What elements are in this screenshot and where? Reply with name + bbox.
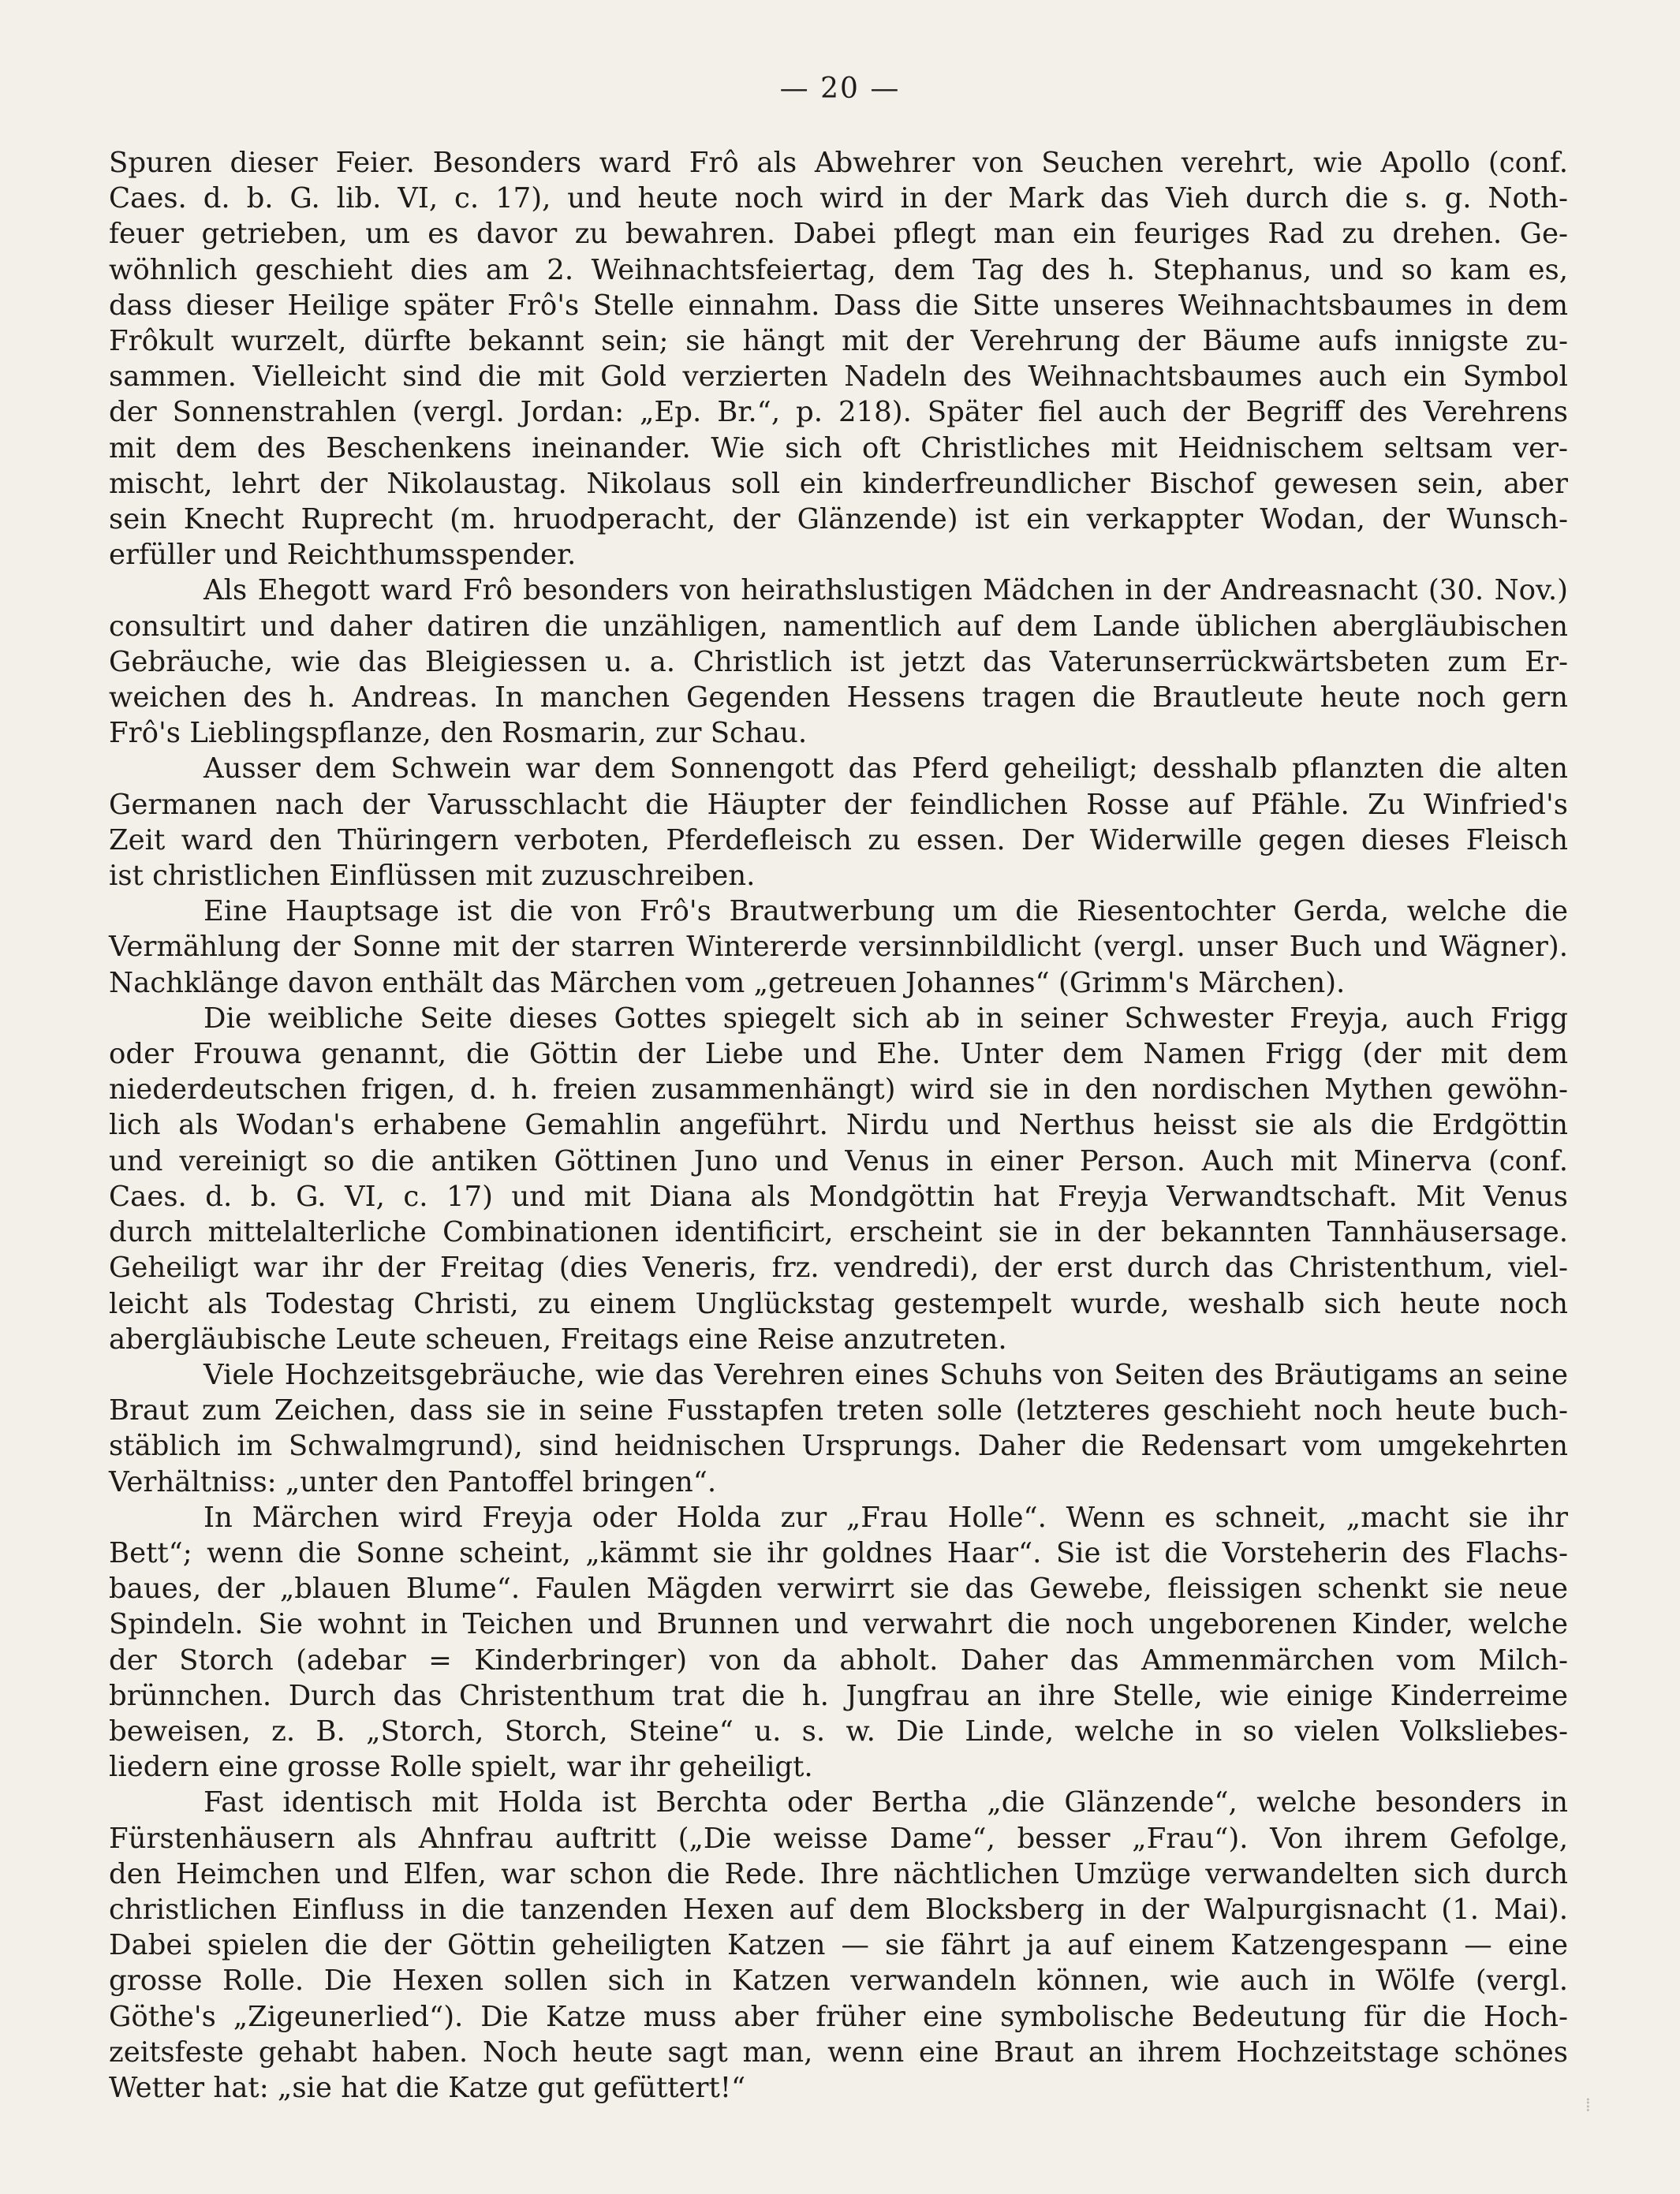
text-line <box>109 751 1568 786</box>
line-text: Zeit ward den Thüringern verboten, Pferdefleisch zu essen. Der Widerwille gegen dieses Fleisch <box>109 823 1568 856</box>
text-line <box>109 1963 1568 1998</box>
text-line <box>109 1107 1568 1143</box>
line-text: Frôkult wurzelt, dürfte bekannt sein; sie hängt mit der Verehrung der Bäume aufs innigste zu- <box>109 325 1568 358</box>
text-line <box>109 1036 1568 1072</box>
line-text: feuer getrieben, um es davor zu bewahren. Dabei pflegt man ein feuriges Rad zu drehen. Ge- <box>109 218 1568 251</box>
line-text: grosse Rolle. Die Hexen sollen sich in Katzen verwandeln können, wie auch in Wölfe (vergl. <box>109 1965 1568 1998</box>
line-text: Germanen nach der Varusschlacht die Häupter der feindlichen Rosse auf Pfähle. Zu Winfried's <box>109 788 1568 821</box>
text-line <box>109 1678 1568 1714</box>
text-line <box>109 502 1568 537</box>
text-line <box>109 1785 1568 1820</box>
line-text: christlichen Einfluss in die tanzenden Hexen auf dem Blocksberg in der Walpurgisnacht (1. Mai). <box>109 1893 1568 1926</box>
line-text: Caes. d. b. G. VI, c. 17) und mit Diana als Mondgöttin hat Freyja Verwandtschaft. Mit Venus <box>109 1180 1568 1213</box>
line-text: Ausser dem Schwein war dem Sonnengott das Pferd geheiligt; desshalb pflanzten die alten <box>203 752 1568 785</box>
line-text: abergläubische Leute scheuen, Freitags eine Reise anzutreten. <box>109 1323 1007 1356</box>
line-text: der Sonnenstrahlen (vergl. Jordan: „Ep. Br.“, p. 218). Später fiel auch der Begriff des Verehrens <box>109 396 1568 429</box>
line-text: Frô's Lieblingspflanze, den Rosmarin, zur Schau. <box>109 717 808 750</box>
line-text: oder Frouwa genannt, die Göttin der Liebe und Ehe. Unter dem Namen Frigg (der mit dem <box>109 1038 1568 1071</box>
text-line <box>109 1714 1568 1749</box>
text-line <box>109 1357 1568 1393</box>
text-line <box>109 288 1568 323</box>
line-text: Fürstenhäusern als Ahnfrau auftritt („Die weisse Dame“, besser „Frau“). Von ihrem Gefolge, <box>109 1822 1568 1855</box>
line-text: Viele Hochzeitsgebräuche, wie das Verehren eines Schuhs von Seiten des Bräutigams an seine <box>203 1358 1568 1391</box>
line-text: zeitsfeste gehabt haben. Noch heute sagt man, wenn eine Braut an ihrem Hochzeitstage schönes <box>109 2035 1568 2069</box>
text-line <box>109 823 1568 858</box>
line-text: ist christlichen Einflüssen mit zuzuschreiben. <box>109 860 756 893</box>
line-text: Göthe's „Zigeunerlied“). Die Katze muss aber früher eine symbolische Bedeutung für die Hoch- <box>109 2000 1568 2033</box>
text-line <box>109 1179 1568 1215</box>
text-line <box>109 252 1568 288</box>
line-text: mit dem des Beschenkens ineinander. Wie sich oft Christliches mit Heidnischem seltsam ver- <box>109 431 1568 465</box>
margin-mark: ⁞ <box>1585 2094 1591 2116</box>
text-line <box>109 680 1568 715</box>
line-text: leicht als Todestag Christi, zu einem Unglückstag gestempelt wurde, weshalb sich heute noch <box>109 1287 1568 1320</box>
text-line <box>109 1999 1568 2035</box>
text-line <box>109 1144 1568 1179</box>
line-text: Fast identisch mit Holda ist Berchta oder Bertha „die Glänzende“, welche besonders in <box>203 1786 1568 1819</box>
text-line <box>109 787 1568 823</box>
text-line <box>109 965 1568 1001</box>
text-line <box>109 1500 1568 1535</box>
line-text: durch mittelalterliche Combinationen identificirt, erscheint sie in der bekannten Tannhäusersage. <box>109 1216 1568 1249</box>
line-text: brünnchen. Durch das Christenthum trat die h. Jungfrau an ihre Stelle, wie einige Kinderreime <box>109 1679 1568 1712</box>
line-text: Braut zum Zeichen, dass sie in seine Fusstapfen treten solle (letzteres geschieht noch heute buch- <box>109 1394 1568 1427</box>
line-text: liedern eine grosse Rolle spielt, war ihr geheiligt. <box>109 1751 813 1784</box>
text-line <box>109 2035 1568 2070</box>
line-text: Dabei spielen die der Göttin geheiligten Katzen — sie fährt ja auf einem Katzengespann — eine <box>109 1929 1568 1962</box>
line-text: Gebräuche, wie das Bleigiessen u. a. Christlich ist jetzt das Vaterunserrückwärtsbeten zum Er- <box>109 645 1568 678</box>
line-text: Vermählung der Sonne mit der starren Wintererde versinnbildlicht (vergl. unser Buch und Wägner). <box>109 931 1568 964</box>
text-line <box>109 431 1568 466</box>
line-text: und vereinigt so die antiken Göttinen Juno und Venus in einer Person. Auch mit Minerva (conf. <box>109 1144 1568 1177</box>
line-text: dass dieser Heilige später Frô's Stelle einnahm. Dass die Sitte unseres Weihnachtsbaumes in dem <box>109 289 1568 322</box>
text-line <box>109 323 1568 359</box>
text-line <box>109 715 1568 751</box>
line-text: Spuren dieser Feier. Besonders ward Frô als Abwehrer von Seuchen verehrt, wie Apollo (conf. <box>109 147 1568 179</box>
text-line <box>109 1250 1568 1285</box>
body-text <box>109 145 1568 2106</box>
text-line <box>109 1072 1568 1107</box>
page-number: — 20 — <box>779 73 901 105</box>
text-line <box>109 1571 1568 1606</box>
text-line <box>109 537 1568 573</box>
line-text: der Storch (adebar = Kinderbringer) von da abholt. Daher das Ammenmärchen vom Milch- <box>109 1644 1568 1677</box>
text-line <box>109 394 1568 430</box>
text-line <box>109 573 1568 608</box>
text-line <box>109 1215 1568 1250</box>
text-line <box>109 1286 1568 1322</box>
line-text: Eine Hauptsage ist die von Frô's Brautwerbung um die Riesentochter Gerda, welche die <box>203 895 1568 928</box>
line-text: stäblich im Schwalmgrund), sind heidnischen Ursprungs. Daher die Redensart vom umgekehrten <box>109 1430 1568 1463</box>
text-line <box>109 1643 1568 1678</box>
line-text: Die weibliche Seite dieses Gottes spiegelt sich ab in seiner Schwester Freyja, auch Frigg <box>203 1002 1568 1035</box>
text-line <box>109 929 1568 965</box>
line-text: weichen des h. Andreas. In manchen Gegenden Hessens tragen die Brautleute heute noch gern <box>109 681 1568 715</box>
text-line <box>109 894 1568 929</box>
text-line <box>109 181 1568 216</box>
line-text: Caes. d. b. G. lib. VI, c. 17), und heute noch wird in der Mark das Vieh durch die s. g. Noth- <box>109 182 1568 215</box>
line-text: Als Ehegott ward Frô besonders von heirathslustigen Mädchen in der Andreasnacht (30. Nov.) <box>203 574 1568 607</box>
text-line <box>109 1892 1568 1927</box>
line-text: mischt, lehrt der Nikolaustag. Nikolaus soll ein kinderfreundlicher Bischof gewesen sein, aber <box>109 467 1568 500</box>
text-line <box>109 2070 1568 2106</box>
text-line <box>109 1856 1568 1892</box>
line-text: den Heimchen und Elfen, war schon die Rede. Ihre nächtlichen Umzüge verwandelten sich durch <box>109 1857 1568 1890</box>
line-text: Geheiligt war ihr der Freitag (dies Veneris, frz. vendredi), der erst durch das Christenthum, viel- <box>109 1252 1568 1285</box>
text-line <box>109 216 1568 252</box>
text-line <box>109 1393 1568 1428</box>
text-line <box>109 359 1568 394</box>
text-line <box>109 609 1568 644</box>
text-line <box>109 1606 1568 1642</box>
line-text: erfüller und Reichthumsspender. <box>109 539 577 572</box>
text-line <box>109 145 1568 181</box>
text-line <box>109 644 1568 680</box>
line-text: sein Knecht Ruprecht (m. hruodperacht, der Glänzende) ist ein verkappter Wodan, der Wunsch- <box>109 503 1568 536</box>
text-line <box>109 1749 1568 1785</box>
line-text: Nachklänge davon enthält das Märchen vom „getreuen Johannes“ (Grimm's Märchen). <box>109 966 1346 999</box>
line-text: Bett“; wenn die Sonne scheint, „kämmt sie ihr goldnes Haar“. Sie ist die Vorsteherin des Flachs- <box>109 1536 1568 1569</box>
text-line <box>109 1428 1568 1464</box>
text-line <box>109 1927 1568 1963</box>
line-text: baues, der „blauen Blume“. Faulen Mägden verwirrt sie das Gewebe, fleissigen schenkt sie neue <box>109 1573 1568 1606</box>
line-text: wöhnlich geschieht dies am 2. Weihnachtsfeiertag, dem Tag des h. Stephanus, und so kam es, <box>109 253 1568 286</box>
text-line <box>109 1465 1568 1500</box>
line-text: lich als Wodan's erhabene Gemahlin angeführt. Nirdu und Nerthus heisst sie als die Erdgöttin <box>109 1109 1568 1142</box>
text-line <box>109 1001 1568 1036</box>
text-line <box>109 1535 1568 1571</box>
line-text: Spindeln. Sie wohnt in Teichen und Brunnen und verwahrt die noch ungeborenen Kinder, welche <box>109 1608 1568 1641</box>
line-text: In Märchen wird Freyja oder Holda zur „Frau Holle“. Wenn es schneit, „macht sie ihr <box>203 1501 1568 1534</box>
line-text: consultirt und daher datiren die unzähligen, namentlich auf dem Lande üblichen abergläubischen <box>109 610 1568 643</box>
text-line <box>109 1322 1568 1357</box>
text-line <box>109 466 1568 502</box>
text-line <box>109 1821 1568 1856</box>
line-text: niederdeutschen frigen, d. h. freien zusammenhängt) wird sie in den nordischen Mythen gewöhn- <box>109 1073 1568 1106</box>
line-text: sammen. Vielleicht sind die mit Gold verzierten Nadeln des Weihnachtsbaumes auch ein Symbol <box>109 360 1568 394</box>
line-text: Verhältniss: „unter den Pantoffel bringen“. <box>109 1465 717 1498</box>
text-line <box>109 858 1568 894</box>
line-text: Wetter hat: „sie hat die Katze gut gefüttert!“ <box>109 2071 746 2104</box>
line-text: beweisen, z. B. „Storch, Storch, Steine“ u. s. w. Die Linde, welche in so vielen Volksliebes- <box>109 1715 1568 1748</box>
